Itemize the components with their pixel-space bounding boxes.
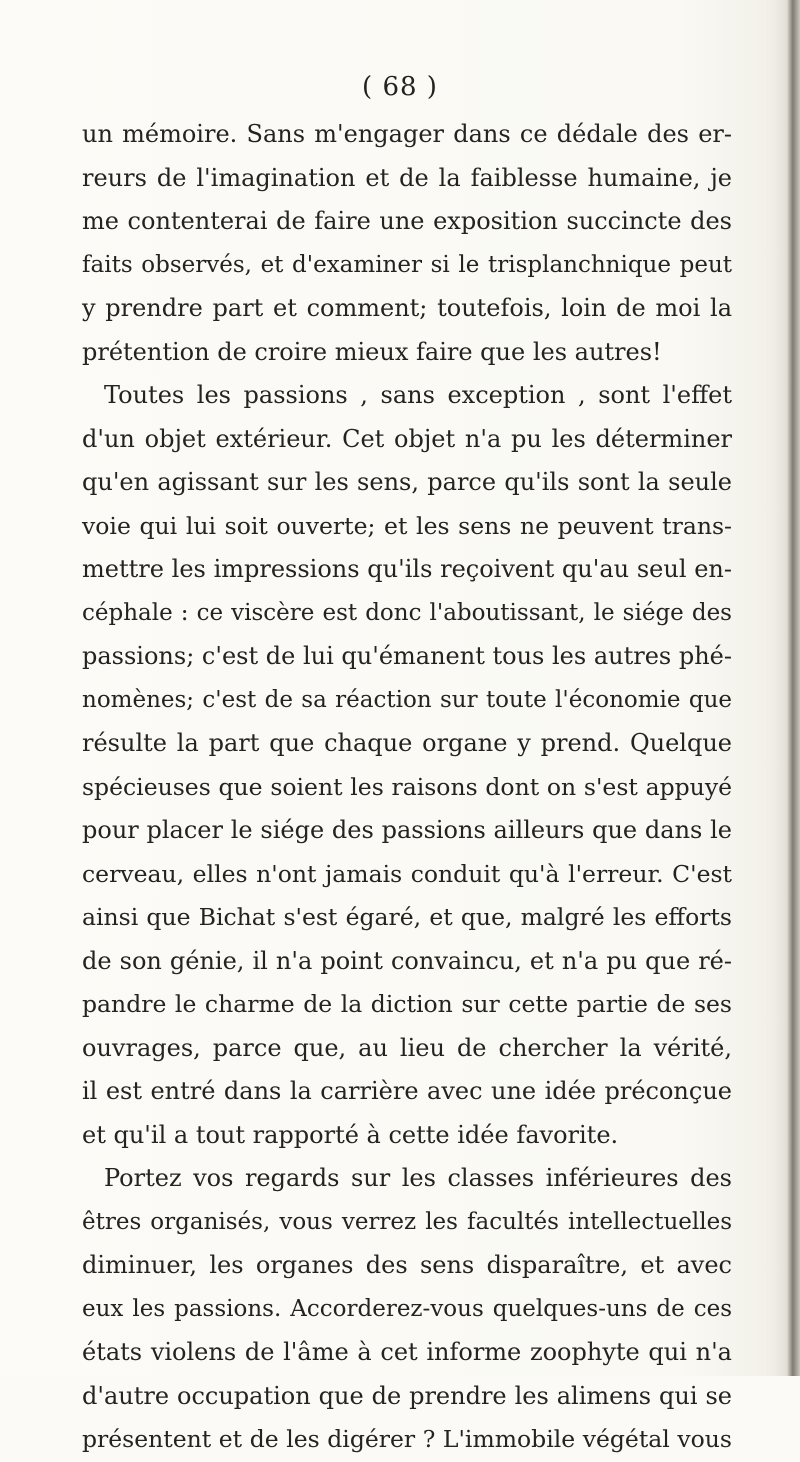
text-line: mettre les impressions qu'ils reçoivent qu'au seul en-: [82, 555, 732, 583]
page-binding-edge: [776, 0, 800, 1376]
text-line: d'autre occupation que de prendre les alimens qui se: [82, 1381, 732, 1410]
text-line: passions; c'est de lui qu'émanent tous les autres phé-: [82, 642, 732, 670]
text-line: diminuer, les organes des sens disparaître, et avec: [82, 1251, 732, 1279]
text-line: un mémoire. Sans m'engager dans ce dédale des er-: [82, 120, 732, 148]
text-line: états violens de l'âme à cet informe zoophyte qui n'a: [82, 1338, 732, 1366]
text-line: nomènes; c'est de sa réaction sur toute l'économie que: [82, 686, 732, 713]
text-line: ouvrages, parce que, au lieu de chercher la vérité,: [82, 1033, 732, 1062]
text-line: qu'en agissant sur les sens, parce qu'ils sont la seule: [82, 468, 732, 496]
text-line: de son génie, il n'a point convaincu, et n'a pu que ré-: [82, 946, 732, 975]
text-line: résulte la part que chaque organe y prend. Quelque: [82, 729, 732, 757]
text-line: ainsi que Bichat s'est égaré, et que, malgré les efforts: [82, 903, 732, 931]
text-line: cerveau, elles n'ont jamais conduit qu'à l'erreur. C'est: [82, 859, 732, 888]
text-line: il est entré dans la carrière avec une idée préconçue: [82, 1077, 732, 1105]
text-line: eux les passions. Accorderez-vous quelques-uns de ces: [82, 1295, 732, 1322]
text-line: voie qui lui soit ouverte; et les sens ne peuvent trans-: [82, 511, 732, 540]
paragraph-start-line: Toutes les passions , sans exception , sont l'effet: [104, 381, 732, 409]
text-line: pour placer le siége des passions ailleurs que dans le: [82, 816, 732, 844]
text-line: d'un objet extérieur. Cet objet n'a pu les déterminer: [82, 424, 732, 453]
text-line: céphale : ce viscère est donc l'aboutissant, le siége des: [82, 599, 732, 626]
text-line: pandre le charme de la diction sur cette partie de ses: [82, 990, 732, 1018]
text-line: et qu'il a tout rapporté à cette idée favorite.: [82, 1120, 619, 1149]
body-text: [82, 113, 732, 1462]
text-line: reurs de l'imagination et de la faiblesse humaine, je: [82, 163, 732, 192]
text-line: prétention de croire mieux faire que les autres!: [82, 337, 662, 366]
text-line: me contenterai de faire une exposition succincte des: [82, 207, 732, 235]
text-line: faits observés, et d'examiner si le trisplanchnique peut: [82, 251, 732, 278]
text-line: spécieuses que soient les raisons dont on s'est appuyé: [82, 772, 732, 801]
text-line: présentent et de les digérer ? L'immobile végétal vous: [82, 1425, 732, 1453]
paragraph-start-line: Portez vos regards sur les classes inférieures des: [104, 1164, 732, 1192]
page-number: ( 68 ): [362, 72, 438, 102]
text-line: êtres organisés, vous verrez les facultés intellectuelles: [82, 1208, 732, 1235]
text-line: y prendre part et comment; toutefois, loin de moi la: [82, 294, 732, 322]
